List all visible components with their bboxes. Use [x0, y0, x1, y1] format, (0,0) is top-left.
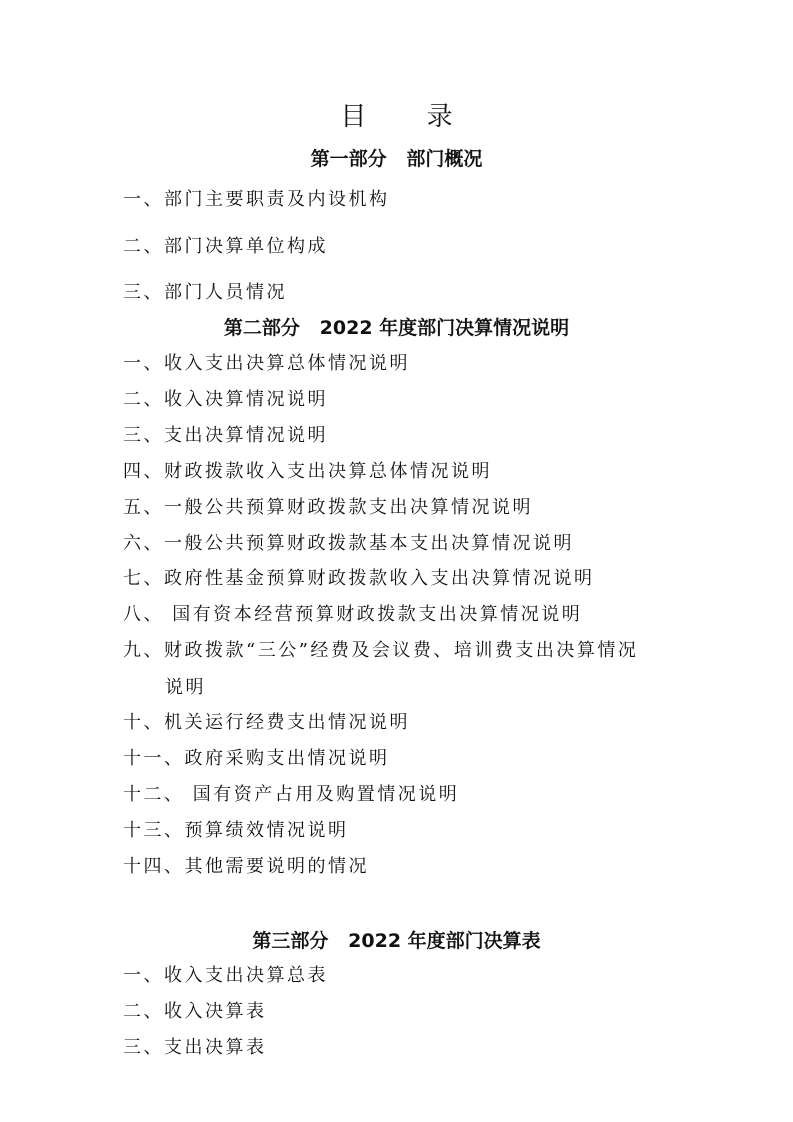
toc-item-continuation: 说明 [165, 677, 206, 698]
toc-item: 二、部门决算单位构成 [123, 236, 328, 257]
toc-item: 十二、 国有资产占用及购置情况说明 [123, 784, 460, 805]
toc-item: 七、政府性基金预算财政拨款收入支出决算情况说明 [123, 568, 595, 589]
toc-item: 九、财政拨款“三公”经费及会议费、培训费支出决算情况 [123, 640, 639, 661]
toc-item: 五、一般公共预算财政拨款支出决算情况说明 [123, 497, 533, 518]
toc-item: 十一、政府采购支出情况说明 [123, 748, 390, 769]
toc-item: 二、收入决算表 [123, 1001, 267, 1022]
toc-item: 三、支出决算情况说明 [123, 425, 328, 446]
toc-item: 十四、其他需要说明的情况 [123, 856, 369, 877]
toc-item: 三、部门人员情况 [123, 282, 287, 303]
toc-item: 一、收入支出决算总表 [123, 965, 328, 986]
toc-item: 三、支出决算表 [123, 1037, 267, 1058]
toc-title: 目 录 [340, 102, 479, 132]
toc-item: 十三、预算绩效情况说明 [123, 820, 349, 841]
toc-item: 一、部门主要职责及内设机构 [123, 189, 390, 210]
part-heading-3: 第三部分 2022 年度部门决算表 [252, 930, 541, 952]
toc-item: 十、机关运行经费支出情况说明 [123, 712, 410, 733]
toc-item: 二、收入决算情况说明 [123, 389, 328, 410]
toc-item: 六、一般公共预算财政拨款基本支出决算情况说明 [123, 533, 574, 554]
toc-item: 八、 国有资本经营预算财政拨款支出决算情况说明 [123, 604, 583, 625]
toc-item: 四、财政拨款收入支出决算总体情况说明 [123, 461, 492, 482]
part-heading-2: 第二部分 2022 年度部门决算情况说明 [223, 317, 570, 339]
part-heading-1: 第一部分 部门概况 [310, 148, 483, 170]
toc-item: 一、收入支出决算总体情况说明 [123, 353, 410, 374]
